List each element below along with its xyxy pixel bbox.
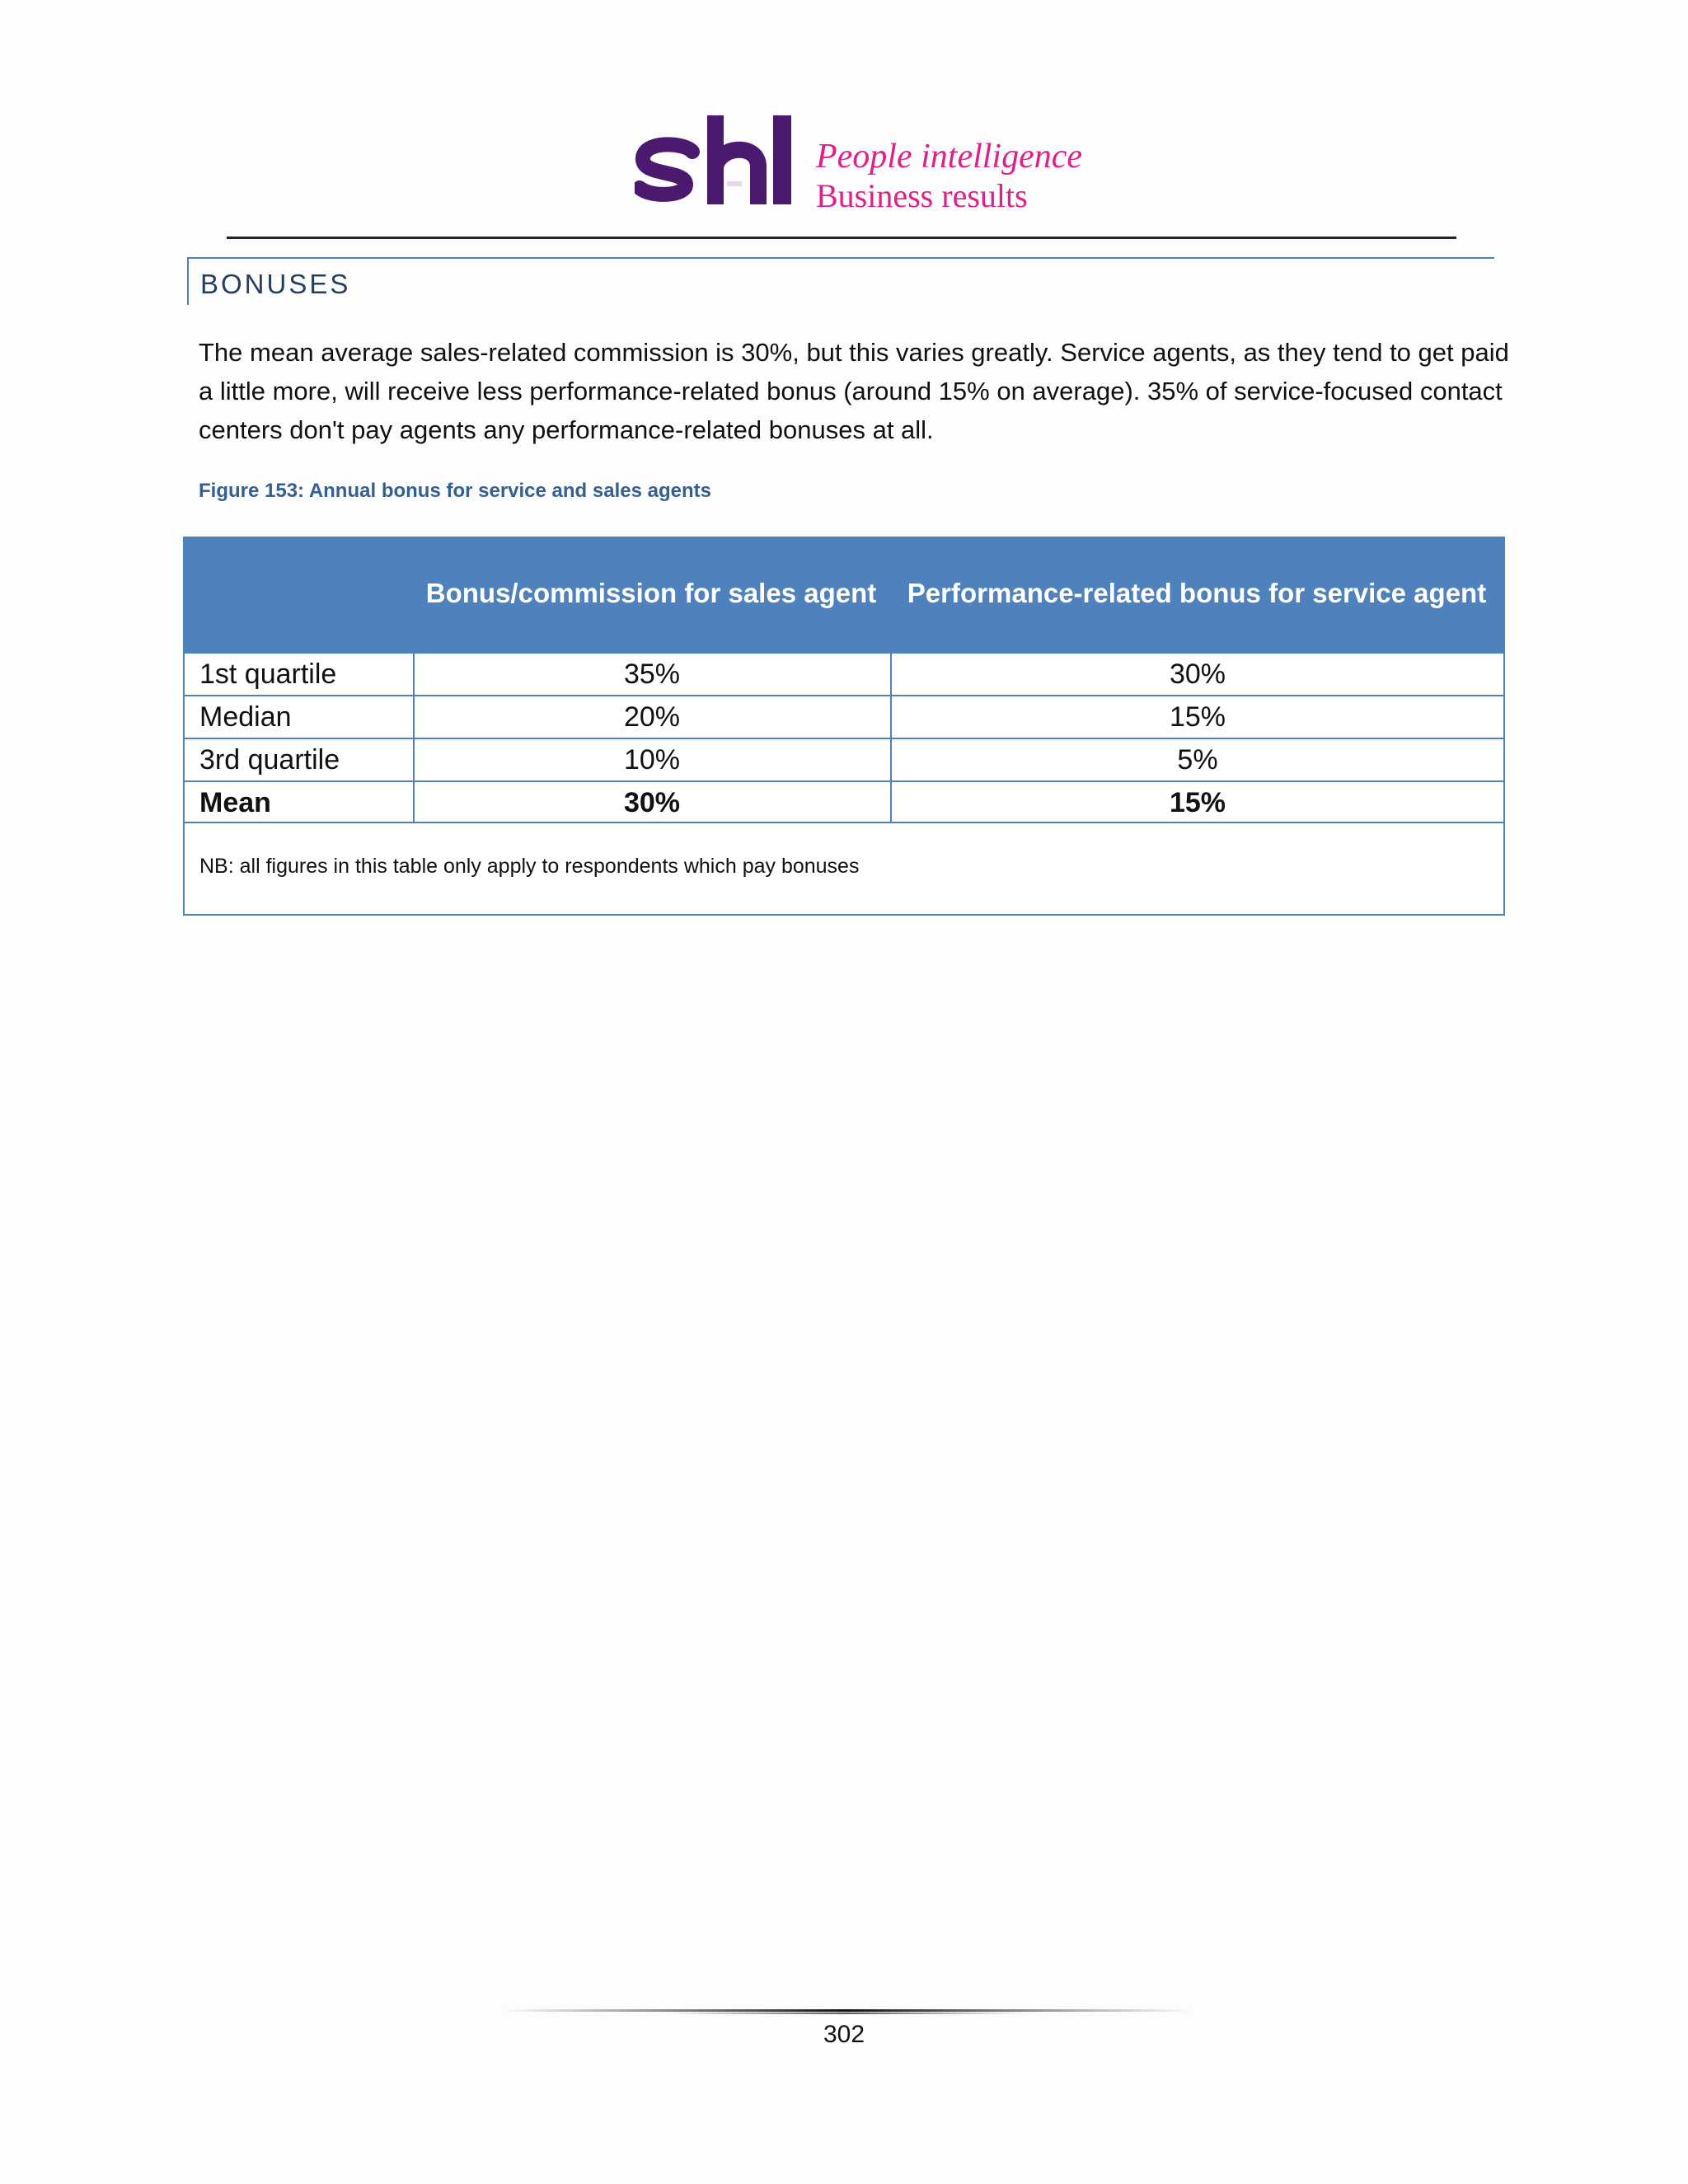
note-divider [185, 822, 1503, 823]
shl-logo [635, 112, 1083, 219]
sales-value: 20% [413, 696, 889, 738]
table-row [185, 738, 1503, 780]
table-header [185, 538, 1503, 652]
sales-value: 30% [413, 782, 889, 823]
table-note: NB: all figures in this table only apply to respondents which pay bonuses [199, 855, 860, 878]
bonus-table [183, 537, 1505, 916]
footer-rule [501, 2009, 1190, 2014]
section-heading-box [187, 257, 1494, 305]
table-row-mean [185, 780, 1503, 823]
service-value: 5% [890, 739, 1503, 780]
row-label: 1st quartile [199, 658, 337, 690]
header-rule [227, 237, 1456, 239]
tagline-line1: People intelligence [816, 138, 1083, 176]
row-label: Median [199, 701, 292, 733]
figure-caption: Figure 153: Annual bonus for service and sales agents [199, 480, 711, 502]
page-number: 302 [823, 2021, 865, 2048]
service-value: 15% [890, 782, 1503, 823]
service-value: 30% [890, 654, 1503, 695]
service-value: 15% [890, 696, 1503, 738]
table-row [185, 695, 1503, 738]
section-heading: BONUSES [200, 269, 351, 299]
column-header-sales: Bonus/commission for sales agent [425, 578, 877, 608]
body-paragraph: The mean average sales-related commission is 30%, but this varies greatly. Service agents, as they tend to get paid a little more, will receive less performance-related bonus (around 15% on average). 35% of service-focused contact centers don't pay agents any performance-related bonuses at all. [199, 338, 1509, 444]
row-label: Mean [199, 787, 271, 818]
row-label: 3rd quartile [199, 744, 340, 776]
column-header-service: Performance-related bonus for service agent [907, 578, 1487, 608]
sales-value: 10% [413, 739, 889, 780]
table-row [185, 652, 1503, 695]
tagline-line2: Business results [816, 177, 1028, 214]
shl-logo-mark [635, 112, 808, 211]
sales-value: 35% [413, 654, 889, 695]
